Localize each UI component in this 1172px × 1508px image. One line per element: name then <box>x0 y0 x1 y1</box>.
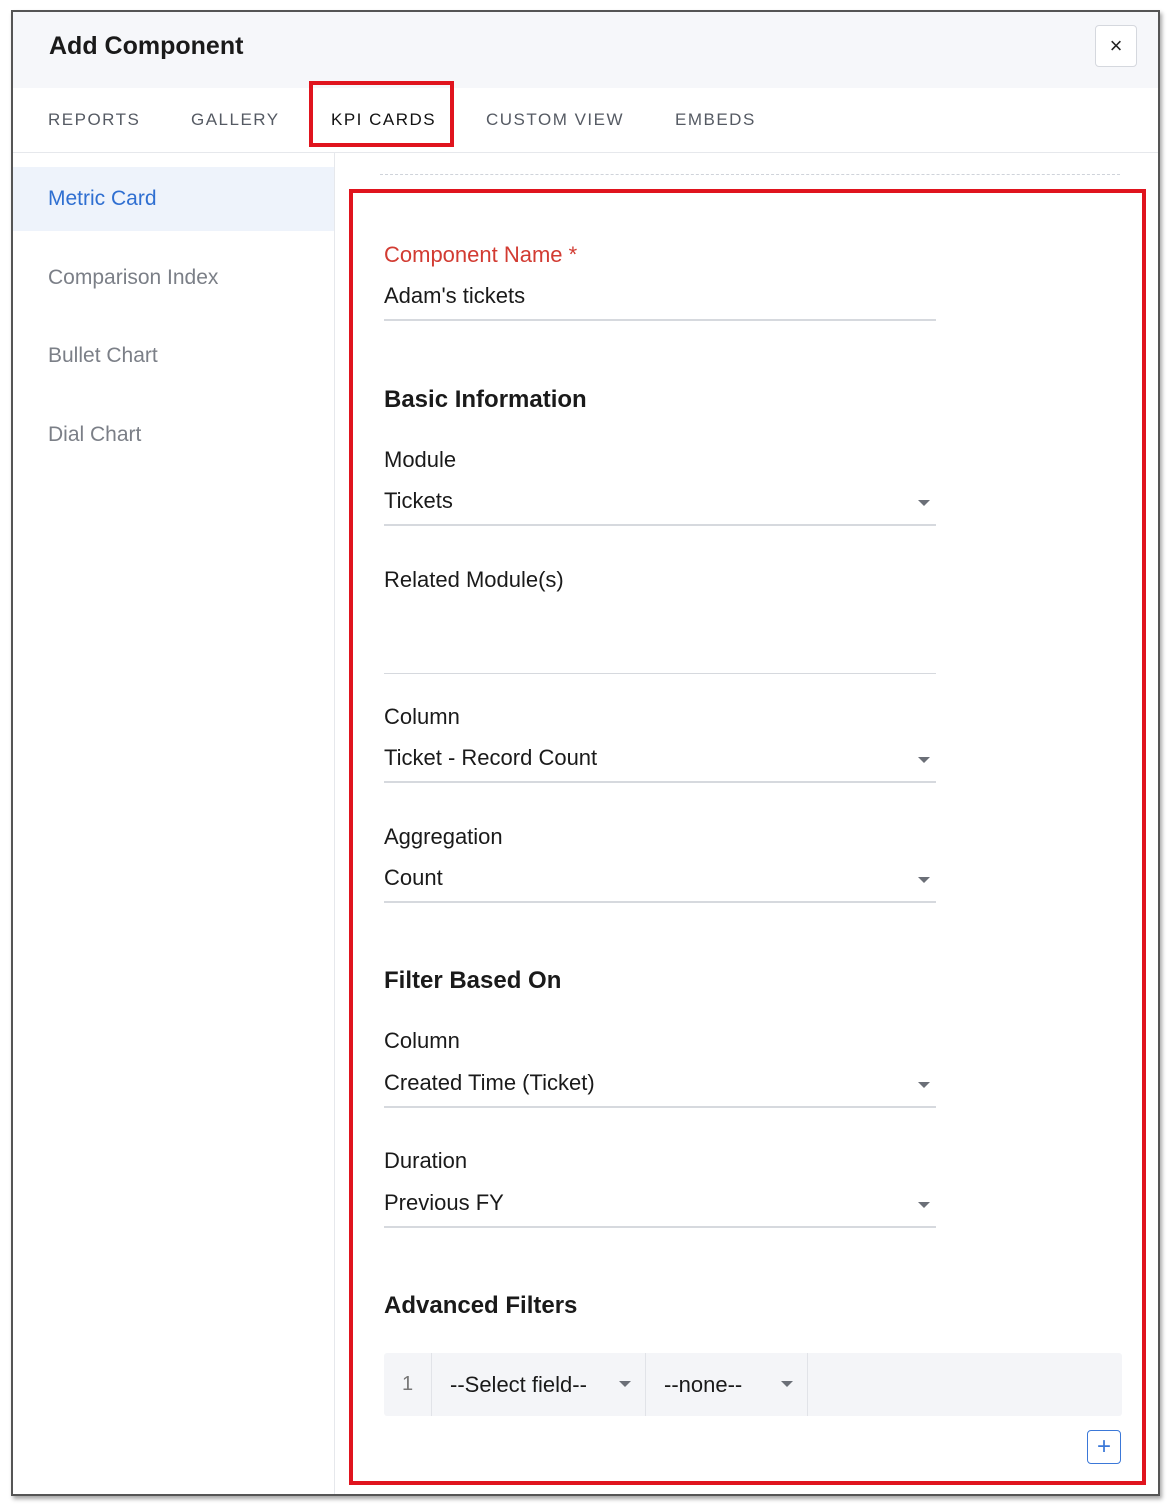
module-label: Module <box>384 447 457 472</box>
chevron-down-icon <box>918 757 930 763</box>
sidebar-item-metric-card[interactable]: Metric Card <box>13 167 334 231</box>
filter-field-select[interactable] <box>432 1353 646 1416</box>
kpi-type-sidebar <box>13 153 335 1494</box>
column-label: Column <box>384 704 460 729</box>
component-name-label-text: Component Name <box>384 242 563 267</box>
add-component-dialog <box>11 10 1160 1496</box>
duration-select[interactable] <box>384 1188 936 1228</box>
advanced-filters-heading: Advanced Filters <box>384 1292 578 1319</box>
filter-field-value: --Select field-- <box>450 1372 587 1397</box>
advanced-filter-row <box>384 1353 1122 1416</box>
duration-label: Duration <box>384 1148 468 1173</box>
form-panel <box>335 153 1158 1494</box>
column-select[interactable] <box>384 743 936 783</box>
filter-column-select[interactable] <box>384 1068 936 1108</box>
divider <box>380 174 1120 175</box>
plus-icon: + <box>1096 1433 1111 1460</box>
chevron-down-icon <box>918 1082 930 1088</box>
tab-custom-view[interactable]: CUSTOM VIEW <box>486 110 625 129</box>
column-value: Ticket - Record Count <box>384 745 598 770</box>
sidebar-item-bullet-chart[interactable]: Bullet Chart <box>48 344 158 367</box>
kpi-cards-highlight-box <box>309 81 454 147</box>
chevron-down-icon <box>619 1381 631 1387</box>
close-button[interactable] <box>1095 25 1137 67</box>
chevron-down-icon <box>918 500 930 506</box>
chevron-down-icon <box>781 1381 793 1387</box>
chevron-down-icon <box>918 1202 930 1208</box>
close-icon: × <box>1109 33 1123 58</box>
chevron-down-icon <box>918 877 930 883</box>
component-name-input[interactable] <box>384 281 936 321</box>
tab-gallery[interactable]: GALLERY <box>191 110 280 129</box>
dialog-title: Add Component <box>49 32 244 60</box>
aggregation-value: Count <box>384 865 443 890</box>
filter-operator-value: --none-- <box>664 1372 743 1397</box>
sidebar-item-dial-chart[interactable]: Dial Chart <box>48 423 142 446</box>
filter-based-on-heading: Filter Based On <box>384 967 562 994</box>
tab-kpi-cards[interactable]: KPI CARDS <box>331 110 437 129</box>
dialog-header <box>13 12 1158 89</box>
module-select[interactable] <box>384 486 936 526</box>
aggregation-select[interactable] <box>384 863 936 903</box>
related-modules-input[interactable] <box>384 634 936 674</box>
tab-embeds[interactable]: EMBEDS <box>675 110 756 129</box>
basic-information-heading: Basic Information <box>384 386 587 413</box>
aggregation-label: Aggregation <box>384 824 503 849</box>
required-mark: * <box>568 242 578 267</box>
component-name-label <box>384 242 577 268</box>
module-value: Tickets <box>384 488 453 513</box>
filter-column-label: Column <box>384 1028 460 1053</box>
filter-row-index: 1 <box>384 1353 432 1416</box>
component-name-value: Adam's tickets <box>384 283 526 308</box>
duration-value: Previous FY <box>384 1190 504 1215</box>
related-modules-label: Related Module(s) <box>384 567 564 592</box>
add-filter-button[interactable] <box>1087 1430 1121 1464</box>
sidebar-item-comparison-index[interactable]: Comparison Index <box>48 266 219 289</box>
tab-reports[interactable]: REPORTS <box>48 110 141 129</box>
filter-operator-select[interactable] <box>646 1353 808 1416</box>
component-tabs <box>13 88 1158 153</box>
filter-column-value: Created Time (Ticket) <box>384 1070 595 1095</box>
